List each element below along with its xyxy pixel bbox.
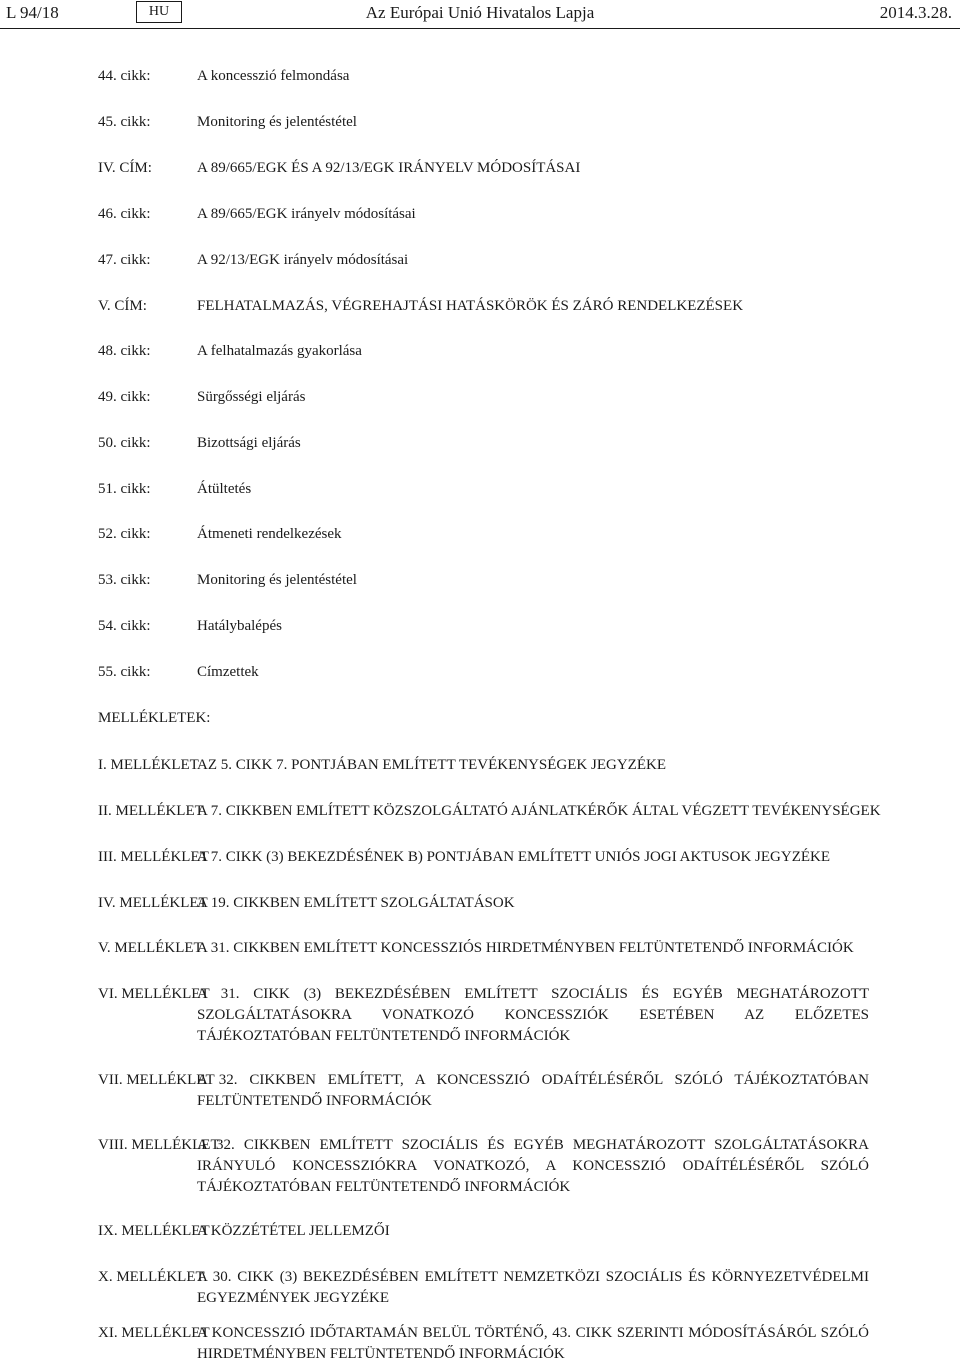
toc-number: 53. cikk: (98, 572, 151, 588)
publication-date: 2014.3.28. (879, 3, 952, 22)
annex-title: A 7. CIKKBEN EMLÍTETT KÖZSZOLGÁLTATÓ AJÁNLATKÉRŐK ÁLTAL VÉGZETT TEVÉKENYSÉGEK (197, 803, 881, 819)
toc-row (0, 114, 960, 136)
toc-number: 55. cikk: (98, 664, 151, 680)
annex-number: II. MELLÉKLET (98, 803, 204, 819)
annex-number: V. MELLÉKLET (98, 940, 203, 956)
annex-title: A 19. CIKKBEN EMLÍTETT SZOLGÁLTATÁSOK (197, 895, 515, 911)
toc-number: 47. cikk: (98, 252, 151, 268)
toc-row (0, 298, 960, 320)
toc-number: 49. cikk: (98, 389, 151, 405)
toc-row (0, 252, 960, 274)
toc-number: 44. cikk: (98, 68, 151, 84)
annex-title: A 31. CIKKBEN EMLÍTETT KONCESSZIÓS HIRDETMÉNYBEN FELTÜNTETENDŐ INFORMÁCIÓK (197, 940, 854, 956)
toc-title: Átültetés (197, 481, 252, 497)
toc-title: Sürgősségi eljárás (197, 389, 306, 405)
toc-title: A koncesszió felmondása (197, 68, 350, 84)
annex-title: AZ 5. CIKK 7. PONTJÁBAN EMLÍTETT TEVÉKENYSÉGEK JEGYZÉKE (197, 757, 666, 773)
toc-title: Hatálybalépés (197, 618, 282, 634)
toc-row (0, 526, 960, 548)
toc-title: Címzettek (197, 664, 259, 680)
toc-row (0, 572, 960, 594)
toc-row (0, 160, 960, 182)
annex-title: A KONCESSZIÓ IDŐTARTAMÁN BELÜL TÖRTÉNŐ, 43. CIKK SZERINTI MÓDOSÍTÁSÁRÓL SZÓLÓ HIRDETMÉNYBEN FELTÜNTETENDŐ INFORMÁCIÓK (197, 1325, 869, 1362)
journal-title: Az Európai Unió Hivatalos Lapja (365, 3, 595, 22)
toc-row (0, 206, 960, 228)
annex-number: IV. MELLÉKLET (98, 895, 208, 911)
toc-title: A felhatalmazás gyakorlása (197, 343, 362, 359)
toc-title: Monitoring és jelentéstétel (197, 572, 357, 588)
toc-row (0, 664, 960, 686)
annex-title: A 7. CIKK (3) BEKEZDÉSÉNEK B) PONTJÁBAN EMLÍTETT UNIÓS JOGI AKTUSOK JEGYZÉKE (197, 849, 831, 865)
toc-number: 48. cikk: (98, 343, 151, 359)
annexes-heading: MELLÉKLETEK: (98, 710, 211, 726)
page-header (0, 0, 960, 30)
toc-number: IV. CÍM: (98, 160, 152, 176)
header-divider (0, 28, 960, 29)
annex-title: A 31. CIKK (3) BEKEZDÉSÉBEN EMLÍTETT SZOCIÁLIS ÉS EGYÉB MEGHATÁROZOTT SZOLGÁLTATÁSOKRA VONATKOZÓ KONCESSZIÓK ESETÉBEN AZ ELŐZETES TÁJÉKOZTATÓBAN FELTÜNTETENDŐ INFORMÁCIÓK (197, 986, 869, 1044)
annex-title: A 32. CIKKBEN EMLÍTETT, A KONCESSZIÓ ODAÍTÉLÉSÉRŐL SZÓLÓ TÁJÉKOZTATÓBAN FELTÜNTETENDŐ INFORMÁCIÓK (197, 1072, 869, 1109)
toc-title: A 89/665/EGK irányelv módosításai (197, 206, 416, 222)
toc-number: 51. cikk: (98, 481, 151, 497)
annex-number: VII. MELLÉKLET (98, 1072, 215, 1088)
toc-title: A 89/665/EGK ÉS A 92/13/EGK IRÁNYELV MÓDOSÍTÁSAI (197, 160, 581, 176)
annex-number: IX. MELLÉKLET (98, 1223, 210, 1239)
toc-number: V. CÍM: (98, 298, 147, 314)
toc-number: 45. cikk: (98, 114, 151, 130)
toc-row (0, 481, 960, 503)
annex-number: III. MELLÉKLET (98, 849, 209, 865)
toc-title: Átmeneti rendelkezések (197, 526, 342, 542)
toc-title: FELHATALMAZÁS, VÉGREHAJTÁSI HATÁSKÖRÖK ÉS ZÁRÓ RENDELKEZÉSEK (197, 298, 744, 314)
toc-title: Bizottsági eljárás (197, 435, 301, 451)
language-badge: HU (136, 1, 182, 23)
annex-number: X. MELLÉKLET (98, 1269, 205, 1285)
toc-row (0, 435, 960, 457)
annex-number: I. MELLÉKLET (98, 757, 199, 773)
annex-title: A KÖZZÉTÉTEL JELLEMZŐI (197, 1223, 390, 1239)
annex-number: XI. MELLÉKLET (98, 1325, 210, 1341)
toc-row (0, 389, 960, 411)
toc-number: 50. cikk: (98, 435, 151, 451)
toc-number: 52. cikk: (98, 526, 151, 542)
toc-number: 54. cikk: (98, 618, 151, 634)
toc-number: 46. cikk: (98, 206, 151, 222)
toc-row (0, 68, 960, 90)
toc-row (0, 343, 960, 365)
toc-row (0, 618, 960, 640)
toc-title: Monitoring és jelentéstétel (197, 114, 357, 130)
annex-title: A 32. CIKKBEN EMLÍTETT SZOCIÁLIS ÉS EGYÉB MEGHATÁROZOTT SZOLGÁLTATÁSOKRA IRÁNYULÓ KONCESSZIÓKRA VONATKOZÓ, A KONCESSZIÓ ODAÍTÉLÉSÉRŐL SZÓLÓ TÁJÉKOZTATÓBAN FELTÜNTETENDŐ INFORMÁCIÓK (197, 1137, 869, 1195)
annex-title: A 30. CIKK (3) BEKEZDÉSÉBEN EMLÍTETT NEMZETKÖZI SZOCIÁLIS ÉS KÖRNYEZETVÉDELMI EGYEZMÉNYEK JEGYZÉKE (197, 1269, 869, 1306)
annex-number: VIII. MELLÉKLET (98, 1137, 220, 1153)
page-number: L 94/18 (6, 3, 59, 22)
toc-title: A 92/13/EGK irányelv módosításai (197, 252, 409, 268)
annex-number: VI. MELLÉKLET (98, 986, 210, 1002)
